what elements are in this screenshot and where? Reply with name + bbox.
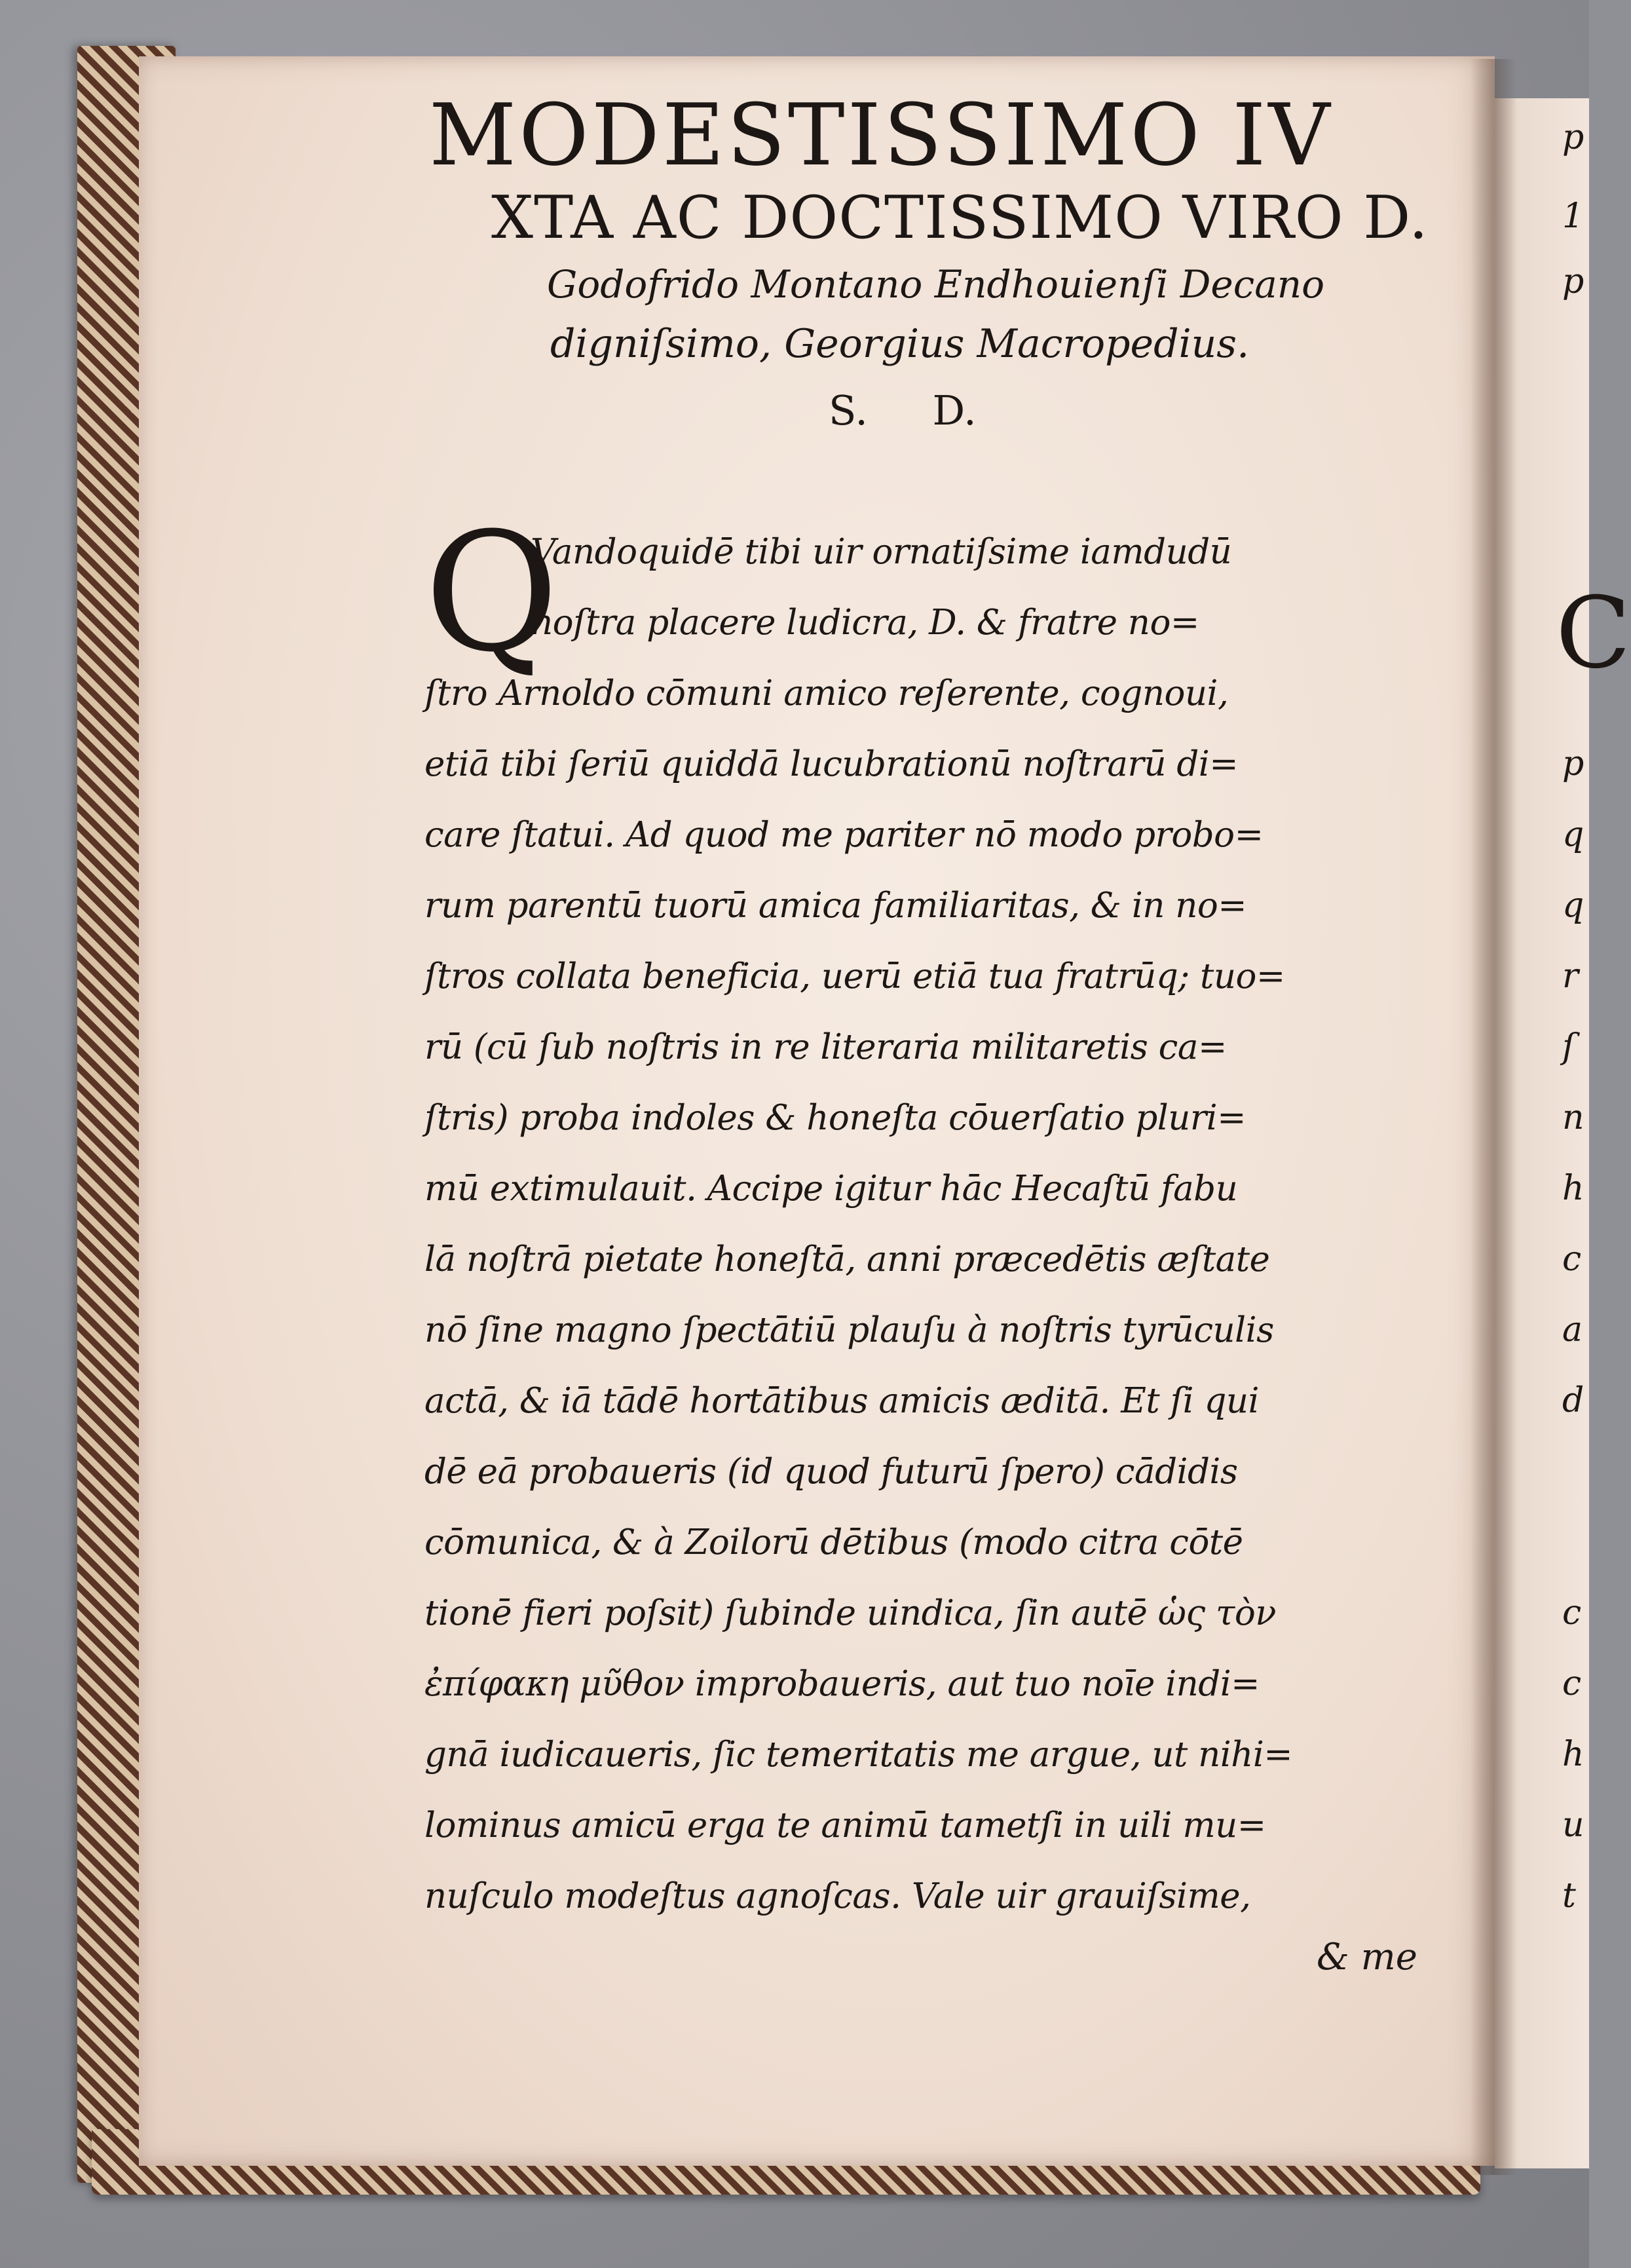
drop-cap: Q — [424, 497, 559, 688]
body-line-15: cōmunica, & à Zoilorū dētibus (modo citra cōtē — [424, 1522, 1243, 1562]
page-gutter — [1471, 59, 1516, 2175]
heading-line-3: Godofrido Montano Endhouienſi Decano — [547, 262, 1325, 307]
body-line-8: rū (cū ſub noſtris in re literaria militaretis ca= — [424, 1027, 1227, 1067]
heading-line-4: digniſsimo, Georgius Macropedius. — [550, 321, 1250, 367]
catchword: & me — [1317, 1936, 1417, 1978]
body-line-3: ſtro Arnoldo cōmuni amico reſerente, cognoui, — [424, 673, 1229, 713]
right-page-letter: p — [1562, 118, 1584, 157]
salutation: S. D. — [829, 387, 977, 434]
right-page-letter: d — [1562, 1381, 1584, 1420]
body-line-17: ἐπίφακη μῦθον improbaueris, aut tuo noīe indi= — [424, 1664, 1260, 1704]
body-line-18: gnā iudicaueris, ſic temeritatis me argue, ut nihi= — [424, 1735, 1293, 1775]
body-line-13: actā, & iā tādē hortātibus amicis æditā. Et ſi qui — [424, 1381, 1259, 1421]
body-line-7: ſtros collata beneficia, uerū etiā tua fratrūq; tuo= — [424, 956, 1285, 996]
right-page-letter: n — [1562, 1098, 1584, 1137]
heading-line-2: XTA AC DOCTISSIMO VIRO D. — [491, 183, 1429, 252]
right-page-letter: h — [1562, 1735, 1584, 1774]
body-line-20: nuſculo modeſtus agnoſcas. Vale uir grauiſsime, — [424, 1876, 1251, 1916]
right-page-letter: c — [1562, 1239, 1582, 1279]
body-line-9: ſtris) proba indoles & honeſta cōuerſatio pluri= — [424, 1098, 1247, 1138]
heading-line-1: MODESTISSIMO IV — [429, 85, 1333, 185]
right-page-letter: u — [1562, 1805, 1584, 1845]
right-page-letter: r — [1562, 956, 1579, 996]
body-line-4: etiā tibi ſeriū quiddā lucubrationū noſtrarū di= — [424, 744, 1239, 784]
right-page-letter: h — [1562, 1169, 1584, 1208]
body-line-12: nō ſine magno ſpectātiū plauſu à noſtris tyrūculis — [424, 1310, 1274, 1350]
body-line-6: rum parentū tuorū amica familiaritas, & in no= — [424, 886, 1247, 926]
right-page-letter: 1 — [1562, 197, 1584, 236]
right-page-letter: p — [1562, 262, 1584, 301]
right-page-letter: c — [1562, 1664, 1582, 1703]
right-page-letter: q — [1562, 815, 1584, 854]
body-line-14: dē eā probaueris (id quod futurū ſpero) cādidis — [424, 1452, 1238, 1492]
body-line-16: tionē fieri poſsit) ſubinde uindica, ſin autē ὡς τὸν — [424, 1593, 1276, 1633]
body-line-10: mū extimulauit. Accipe igitur hāc Hecaſtū fabu — [424, 1169, 1238, 1209]
right-page-letter: q — [1562, 886, 1584, 925]
right-page-letter: p — [1562, 744, 1584, 784]
body-line-11: lā noſtrā pietate honeſtā, anni præcedētis æſtate — [424, 1239, 1270, 1279]
body-line-19: lominus amicū erga te animū tametſi in uili mu= — [424, 1805, 1266, 1845]
body-line-1: Vandoquidē tibi uir ornatiſsime iamdudū — [531, 532, 1232, 572]
right-page-letter: c — [1562, 1593, 1582, 1633]
right-page-letter: t — [1562, 1876, 1576, 1916]
right-page-letter: ſ — [1562, 1027, 1575, 1067]
right-page-drop-cap: C — [1556, 576, 1631, 690]
right-page-letter: a — [1562, 1310, 1583, 1350]
body-line-2: noſtra placere ludicra, D. & fratre no= — [531, 603, 1199, 643]
body-line-5: care ſtatui. Ad quod me pariter nō modo probo= — [424, 815, 1264, 855]
